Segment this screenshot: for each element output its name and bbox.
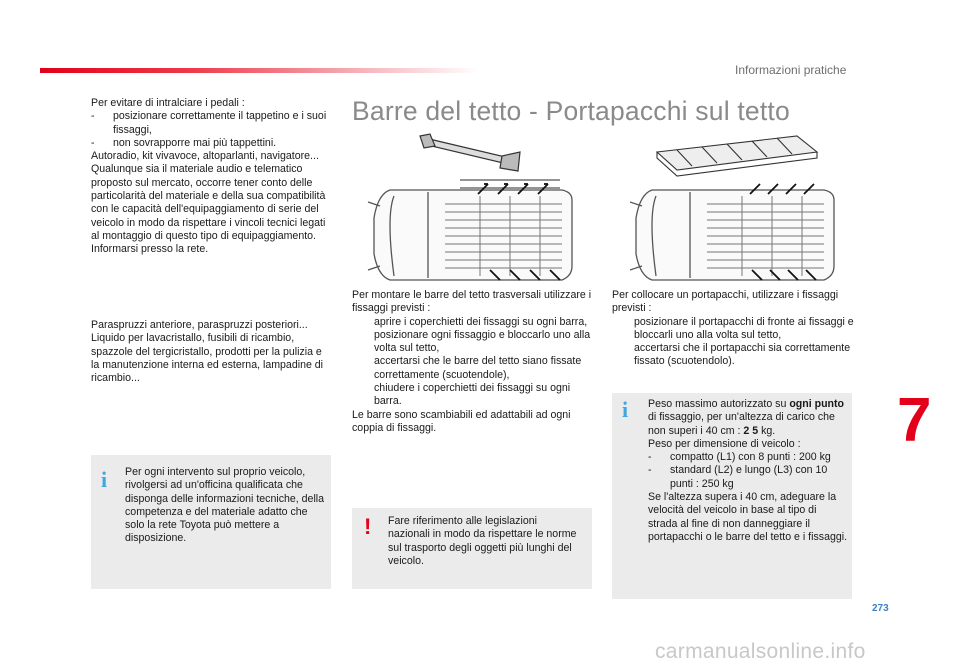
warning-icon: ! [364, 514, 372, 539]
roof-bar-icon [420, 134, 520, 171]
info-box-right [612, 393, 852, 599]
page-title: Barre del tetto - Portapacchi sul tetto [352, 96, 790, 126]
list-item: - non sovrapporre mai più tappettini. [91, 136, 277, 149]
left-paragraph-1 [91, 97, 331, 257]
info-box-text: Per ogni intervento sul proprio veicolo, rivolgersi ad un'officina qualificata che disponga delle informazioni tecniche, della competenza e del materiale adatto che solo la rete Toyota può mettere a disposizione. [125, 466, 325, 545]
header-accent-bar [40, 68, 480, 73]
roof-rack-intro: Per collocare un portapacchi, utilizzare i fissaggi previsti : [612, 289, 839, 315]
audio-paragraph: Autoradio, kit vivavoce, altoparlanti, navigatore... Qualunque sia il materiale audio e telematico proposto sul mercato, occorre tener conto delle particolarità del materiale e della sua compatibilità con le capacità dell'equipaggiamento di serie del veicolo in modo da rispettare i vincoli tecnici legati al montaggio di questo tipo di equipaggiamento. Informarsi presso la rete. [91, 150, 326, 256]
info-box-left [91, 455, 331, 589]
list-item: - standard (L2) e lungo (L3) con 10 punti : 250 kg [648, 464, 828, 490]
roof-bars-intro: Per montare le barre del tetto trasversali utilizzare i fissaggi previsti : [352, 289, 592, 315]
max-weight-text: Peso massimo autorizzato su ogni punto di fissaggio, per un'altezza di carico che non superi i 40 cm : 2 5 kg. [648, 398, 845, 437]
list-item: aprire i coperchietti dei fissaggi su ogni barra, [374, 315, 588, 328]
roof-bars-instructions [352, 289, 592, 435]
list-item: accertarsi che le barre del tetto siano fissate correttamente (scuotendole), [374, 355, 582, 381]
list-item: - compatto (L1) con 8 punti : 200 kg [648, 451, 831, 464]
pedals-intro: Per evitare di intralciare i pedali : [91, 97, 245, 109]
roof-bars-illustration [350, 126, 610, 286]
info-icon: i [101, 467, 108, 492]
chapter-number: 7 [897, 386, 932, 455]
list-item: chiudere i coperchietti dei fissaggi su ogni barra. [374, 382, 571, 408]
info-box-right-text: Peso massimo autorizzato su ogni punto di fissaggio, per un'altezza di carico che non superi i 40 cm : 2 5 kg. Peso per dimensione di veicolo : - compatto (L1) con 8 punti : 200 kg - standard (L2) e lungo (L3) con 10 punti : 250 kg Se l'altezza supera i 40 cm, adeguare la velocità del veicolo in base al tipo di strada al fine di non danneggiare il portapacchi o le barre del tetto e i fissaggi. [648, 398, 848, 543]
roof-rack-icon [657, 136, 817, 176]
page-number: 273 [872, 603, 889, 614]
list-item: posizionare ogni fissaggio e bloccarlo uno alla volta sul tetto, [374, 328, 591, 355]
roof-rack-instructions [612, 289, 854, 369]
warning-box-text: Fare riferimento alle legislazioni nazionali in modo da rispettare le norme sul trasporto degli oggetti più lunghi del veicolo. [388, 515, 577, 567]
list-item: accertarsi che il portapacchi sia correttamente fissato (scuotendolo). [634, 342, 851, 368]
watermark: carmanualsonline.info [655, 640, 866, 663]
info-icon: i [622, 397, 629, 422]
roof-rack-illustration [612, 126, 862, 286]
warning-box [352, 508, 592, 589]
list-item: - posizionare correttamente il tappetino e i suoi fissaggi, [91, 110, 327, 136]
list-item: posizionare il portapacchi di fronte ai fissaggi e bloccarli uno alla volta sul tetto, [634, 315, 854, 341]
left-paragraph-2: Paraspruzzi anteriore, paraspruzzi posteriori... Liquido per lavacristallo, fusibili di ricambio, spazzole del tergicristallo, prodotti per la pulizia e la manutenzione interna ed esterna, lampadine di ricambio... [91, 319, 324, 385]
van-top-view-icon [368, 180, 572, 280]
roof-bars-outro: Le barre sono scambiabili ed adattabili ad ogni coppia di fissaggi. [352, 408, 571, 434]
section-title: Informazioni pratiche [735, 63, 847, 77]
